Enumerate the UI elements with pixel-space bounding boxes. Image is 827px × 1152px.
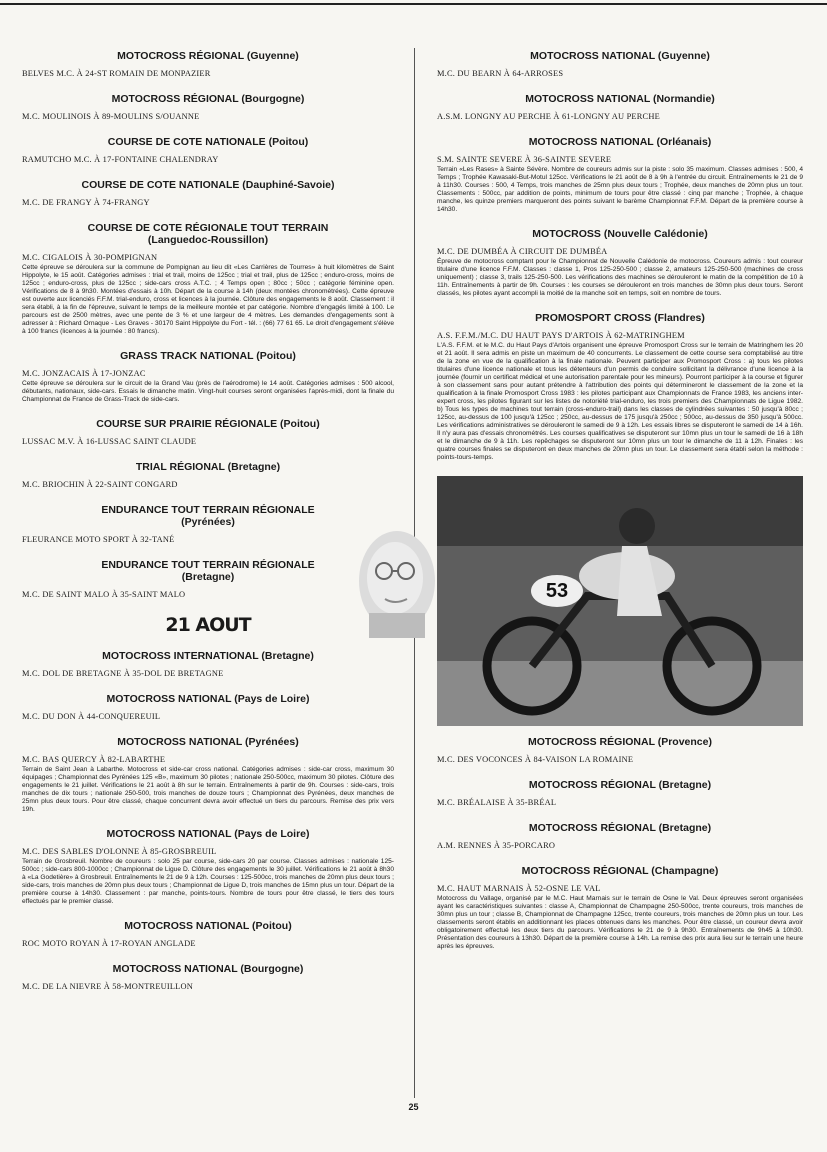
event-entry: [22, 418, 394, 447]
event-title-text: COURSE SUR PRAIRIE RÉGIONALE (Poitou): [96, 418, 320, 430]
event-organizer: M.C. DES SABLES D'OLONNE À 85-GROSBREUIL: [22, 847, 217, 856]
event-organizer: LUSSAC M.V. À 16-LUSSAC SAINT CLAUDE: [22, 437, 197, 446]
event-entry: [437, 312, 803, 462]
right-event-list: [437, 50, 803, 462]
event-title-text: MOTOCROSS NATIONAL (Bourgogne): [112, 963, 304, 975]
left-column: [22, 50, 394, 1006]
event-title-text: COURSE DE COTE NATIONALE (Poitou): [107, 136, 309, 148]
event-title: [22, 736, 394, 748]
event-organizer: M.C. DE SAINT MALO À 35-SAINT MALO: [22, 590, 186, 599]
event-organizer: M.C. BRIOCHIN À 22-SAINT CONGARD: [22, 480, 178, 489]
event-organizer: M.C. DE LA NIEVRE À 58-MONTREUILLON: [22, 982, 193, 991]
event-title-text: MOTOCROSS RÉGIONAL (Provence): [528, 736, 712, 748]
event-description: Épreuve de motocross comptant pour le Championnat de Nouvelle Calédonie de motocross. Coureurs admis : tout coureur titulaire d'une licence F.F.M. Classes : classe 1, Pros 125-250-500 ; classe 2, amateurs 125-250-500 (machines de cross uniquement) ; classe 3, trails 125-250-500. Les vérifications des machines se dérouleront le matin de la compétition de 10 à 11h. Entraînements à partir de 9h. Courses : les courses se dérouleront en trois manches de 30mn plus deux tours. Seront classés, les pilotes ayant accompli la moitié de la manche soit en temps, soit en nombre de tours.: [437, 258, 803, 297]
event-organizer: M.C. DU DON À 44-CONQUEREUIL: [22, 712, 161, 721]
event-title: [22, 350, 394, 362]
event-title: [22, 504, 394, 528]
event-title: [437, 822, 803, 834]
event-title: [22, 222, 394, 246]
right-event-list-2: [437, 736, 803, 951]
event-entry: [22, 222, 394, 336]
event-entry: [437, 93, 803, 122]
event-description: Motocross du Vallage, organisé par le M.C. Haut Marnais sur le terrain de Osne le Val. Deux épreuves seront organisées ayant les caractéristiques suivantes : classe A, Championnat de Champagne 250-500cc, trente coureurs, trois manches de 30mn plus un tour ; classe B, Championnat de Champagne 125cc, trente coureurs, trois manches de 20mn plus un tour. Les classements seront établis en additionnant les places obtenues dans les manches. Pour être classé, un coureur devra avoir obligatoirement effectué les deux tiers du parcours. Vérifications le 21 de 9 à 9h30. Entraînements de 9h45 à 10h30. Présentation des coureurs à 13h30. Départ de la première course à 14h. La remise des prix aura lieu sur le terrain une heure après les épreuves.: [437, 895, 803, 950]
event-organizer: M.C. BRÉALAISE À 35-BRÉAL: [437, 798, 557, 807]
event-entry: [22, 559, 394, 600]
event-organizer: M.C. DOL DE BRETAGNE À 35-DOL DE BRETAGNE: [22, 669, 224, 678]
event-entry: [437, 228, 803, 298]
event-title-text: ENDURANCE TOUT TERRAIN RÉGIONALE: [101, 559, 315, 571]
event-title: [437, 779, 803, 791]
event-organizer: M.C. BAS QUERCY À 82-LABARTHE: [22, 755, 166, 764]
event-title-text: ENDURANCE TOUT TERRAIN RÉGIONALE: [101, 504, 315, 516]
event-title: [22, 93, 394, 105]
event-subtitle: (Languedoc-Roussillon): [147, 234, 269, 246]
event-organizer: M.C. MOULINOIS À 89-MOULINS S/OUANNE: [22, 112, 200, 121]
event-title: [437, 136, 803, 148]
event-title-text: MOTOCROSS RÉGIONAL (Champagne): [521, 865, 719, 877]
event-subtitle: (Bretagne): [181, 571, 235, 583]
left-event-list-2: [22, 650, 394, 992]
event-title-text: GRASS TRACK NATIONAL (Poitou): [120, 350, 296, 362]
event-title-text: MOTOCROSS RÉGIONAL (Bretagne): [528, 822, 712, 834]
right-column: [437, 50, 803, 965]
event-title-text: MOTOCROSS NATIONAL (Orléanais): [528, 136, 712, 148]
event-title-text: MOTOCROSS RÉGIONAL (Guyenne): [117, 50, 299, 62]
event-description: L'A.S. F.F.M. et le M.C. du Haut Pays d'Artois organisent une épreuve Promosport Cross sur le terrain de Matringhem les 20 et 21 août. Il sera admis en piste un maximum de 40 concurrents. Le classement de cette course sera comptabilisé au titre de la zone en vue de la qualification à la finale nationale. Peuvent participer aux Promosport Cross : a) tous les pilotes titulaires d'une licence nationale et tous les détenteurs d'un permis de conduire sollicitant la délivrance d'une licence à la journée (fournir un certificat médical et une autorisation parentale pour les mineurs). Pourront participer à la course et figurer à son classement sans pour autant prétendre à l'attribution des points qui détermineront le classement de la zone et la qualification à la finale Promosport Cross 1983 : les pilotes participant aux Championnats de France 1983, les anciens inter-expert cross, les pilotes figurant sur les listes de notoriété trial-enduro, les trois premiers des Championnats de Ligue 1982. b) Tous les types de machines tout terrain (cross-enduro-trail) dans les classes de cylindrées suivantes : 50 jusqu'à 80cc ; 125cc, au-dessus de 100 jusqu'à 125cc ; 250cc, au-dessus de 175 jusqu'à 250cc ; 500cc, au-dessus de 350 jusqu'à 500cc. Les vérifications administratives se dérouleront le samedi de 9 à 12h. Les essais libres se disputeront le samedi de 14 à 16h. Il n'y aura pas d'essais chronométrés. Les courses qualificatives se disputeront sur 10mn plus un tour le samedi de 16 à 18h et le dimanche de 9 à 11h. Les repêchages se disputeront sur 10mn plus un tour le dimanche de 11 à 12h. Finales : les quatre courses finales se disputeront en deux manches de 20mn plus un tour. Le classement sera établi selon la méthode : points-tours-temps.: [437, 342, 803, 461]
event-entry: [437, 865, 803, 951]
event-entry: [22, 504, 394, 545]
event-title-text: COURSE DE COTE NATIONALE (Dauphiné-Savoie): [81, 179, 335, 191]
event-title: [22, 50, 394, 62]
event-organizer: M.C. JONZACAIS À 17-JONZAC: [22, 369, 146, 378]
event-organizer: RAMUTCHO M.C. À 17-FONTAINE CHALENDRAY: [22, 155, 219, 164]
event-description: Terrain de Grosbreuil. Nombre de coureurs : solo 25 par course, side-cars 20 par course. Classes admises : nationale 125-500cc ; side-cars 800-1000cc ; Championnat de Ligue D. Clôture des engagements le 30 juillet. Vérifications le 21 août à 8h30 à «La Godetière» à Grosbreuil. Entraînements le 21 de 9 à 12h. Courses : 125-500cc, trois manches de 20mn plus deux tours ; side-cars, trois manches de 20mn plus deux tours ; Championnat de Ligue D, trois manches de 15mn plus un tour. Départ de la première course à 14h30. Classement : par manche, points-tours. Nombre de tours pour être classé, le tiers des tours effectués par le premier classé.: [22, 858, 394, 905]
event-title: [22, 650, 394, 662]
event-entry: [22, 93, 394, 122]
event-organizer: S.M. SAINTE SEVERE À 36-SAINTE SEVERE: [437, 155, 612, 164]
portrait-photo: [347, 523, 447, 638]
event-title: [437, 93, 803, 105]
top-rule: [0, 3, 827, 5]
event-organizer: A.M. RENNES À 35-PORCARO: [437, 841, 556, 850]
event-title: [22, 828, 394, 840]
event-description: Cette épreuve se déroulera sur la commune de Pompignan au lieu dit «Les Carrières de Tourres» à huit kilomètres de Saint Hippolyte, le 15 août. Catégories admises : trial et trail, moins de 125cc ; trial et trail, plus de 125cc ; enduro-cross, moins de 125cc ; enduro-cross, plus de 125cc ; side-cars cross A.T.C. ; 4 Temps open ; 80cc ; 50cc ; catégorie féminine open. Vérifications de 8 à 9h30. Montées d'essais à 10h. Départ de la course à 14h (deux montées chronométrées). Cette épreuve est ouverte aux licenciés F.F.M. trial-enduro, cross et licences à la journée. Clôture des engagements le 8 août. Classement : il sera établi, à la fin de l'épreuve, suivant le temps de la meilleure montée et par catégorie. Nombre d'engagés limité à 100. Le parcours est de 2500 mètres, avec une pente de 3 % et une largeur de 4 mètres. Les demandes d'engagements sont à adresser à : Richard Ornaque - Les Graves - 30170 Saint Hippolyte du Fort - tél. : (66) 77 61 65. Le droit d'engagement s'élève à 100 francs (licences à la journée : 80 francs).: [22, 264, 394, 335]
event-entry: [22, 963, 394, 992]
event-entry: [22, 920, 394, 949]
event-entry: [22, 50, 394, 79]
event-organizer: BELVES M.C. À 24-ST ROMAIN DE MONPAZIER: [22, 69, 211, 78]
event-title-text: MOTOCROSS NATIONAL (Guyenne): [530, 50, 710, 62]
event-entry: [22, 179, 394, 208]
event-organizer: A.S.M. LONGNY AU PERCHE À 61-LONGNY AU PERCHE: [437, 112, 660, 121]
event-entry: [437, 50, 803, 79]
event-organizer: FLEURANCE MOTO SPORT À 32-TANÉ: [22, 535, 175, 544]
event-description: Cette épreuve se déroulera sur le circuit de la Grand Vau (près de l'aérodrome) le 14 août. Catégories admises : 500 alcool, débutants, nationaux, side-cars. Essais le dimanche matin. Vingt-huit courses seront organisées l'après-midi, dont la finale du Championnat de France de Grass-Track de side-cars.: [22, 380, 394, 403]
event-organizer: M.C. DE DUMBÉA À CIRCUIT DE DUMBÉA: [437, 247, 608, 256]
event-title-text: MOTOCROSS (Nouvelle Calédonie): [532, 228, 708, 240]
event-title-text: MOTOCROSS NATIONAL (Pays de Loire): [106, 693, 310, 705]
event-title: [437, 50, 803, 62]
event-description: Terrain «Les Rases» à Sainte Sévère. Nombre de coureurs admis sur la piste : solo 35 maximum. Classes admises : 500, 4 Temps ; Trophée Kawasaki-But-Motul 125cc. Vérifications le 21 août de 8 à 9h à l'entrée du circuit. Entraînements le 21 de 9 à 11h30. Courses : 500, 4 Temps, trois manches de 25mn plus deux tours ; Trophée, deux manches de 20mn plus un tour. Classements : 500cc, par addition de points, minimum de tours pour être classé : cinq par manche ; Trophée, à chaque manche, les quinze premiers marqueront des points suivant le barème Championnat F.F.M. Départ de la première course à 14h30.: [437, 166, 803, 213]
event-organizer: M.C. DU BEARN À 64-ARROSES: [437, 69, 564, 78]
event-entry: [22, 350, 394, 404]
event-organizer: M.C. DES VOCONCES À 84-VAISON LA ROMAINE: [437, 755, 634, 764]
event-title-text: MOTOCROSS NATIONAL (Poitou): [124, 920, 292, 932]
event-entry: [437, 779, 803, 808]
event-title: [22, 179, 394, 191]
event-title: [437, 312, 803, 324]
event-title: [437, 865, 803, 877]
event-organizer: M.C. DE FRANGY À 74-FRANGY: [22, 198, 150, 207]
event-title-text: TRIAL RÉGIONAL (Bretagne): [135, 461, 281, 473]
event-title-text: MOTOCROSS RÉGIONAL (Bourgogne): [111, 93, 305, 105]
event-entry: [22, 828, 394, 906]
event-entry: [437, 822, 803, 851]
event-title-text: MOTOCROSS NATIONAL (Pyrénées): [117, 736, 299, 748]
event-title: [22, 920, 394, 932]
event-title-text: MOTOCROSS RÉGIONAL (Bretagne): [528, 779, 712, 791]
event-entry: [22, 693, 394, 722]
event-entry: [22, 736, 394, 814]
event-entry: [22, 650, 394, 679]
event-entry: [22, 136, 394, 165]
date-heading: 21 AOUT: [165, 614, 251, 636]
event-title: [437, 228, 803, 240]
event-description: Terrain de Saint Jean à Labarthe. Motocross et side-car cross national. Catégories admises : side-car cross, maximum 30 équipages ; Championnat des Pyrénées 125 «B», maximum 30 pilotes ; nationale 250-500cc, maximum 30 pilotes. Clôture des engagements le 21 juillet. Vérifications le 21 août à 8h sur le terrain. Entraînements à partir de 9h. Courses : side-cars, trois manches de dix tours ; nationale 250-500, trois manches de douze tours ; Championnat des Pyrénées, deux manches de 25mn plus deux tours. Pour être classé, chaque concurrent devra avoir effectué un tiers du parcours. Remise des prix vers 19h.: [22, 766, 394, 813]
plate-number: 53: [545, 580, 569, 602]
event-title: [437, 736, 803, 748]
motocross-photo: [437, 476, 803, 726]
event-title: [22, 963, 394, 975]
event-title-text: MOTOCROSS INTERNATIONAL (Bretagne): [102, 650, 314, 662]
event-entry: [22, 461, 394, 490]
event-title-text: COURSE DE COTE RÉGIONALE TOUT TERRAIN: [87, 222, 329, 234]
event-title: [22, 461, 394, 473]
event-organizer: M.C. HAUT MARNAIS À 52-OSNE LE VAL: [437, 884, 601, 893]
event-organizer: ROC MOTO ROYAN À 17-ROYAN ANGLADE: [22, 939, 196, 948]
page-number: 25: [408, 1102, 419, 1112]
event-entry: [437, 736, 803, 765]
event-title: [22, 693, 394, 705]
event-title-text: MOTOCROSS NATIONAL (Normandie): [525, 93, 715, 105]
event-entry: [437, 136, 803, 214]
event-title: [22, 559, 394, 583]
event-organizer: M.C. CIGALOIS À 30-POMPIGNAN: [22, 253, 158, 262]
event-organizer: A.S. F.F.M./M.C. DU HAUT PAYS D'ARTOIS À 62-MATRINGHEM: [437, 331, 685, 340]
event-subtitle: (Pyrénées): [181, 516, 235, 528]
event-title-text: PROMOSPORT CROSS (Flandres): [535, 312, 705, 324]
event-title: [22, 418, 394, 430]
event-title: [22, 136, 394, 148]
left-event-list: [22, 50, 394, 600]
event-title-text: MOTOCROSS NATIONAL (Pays de Loire): [106, 828, 310, 840]
